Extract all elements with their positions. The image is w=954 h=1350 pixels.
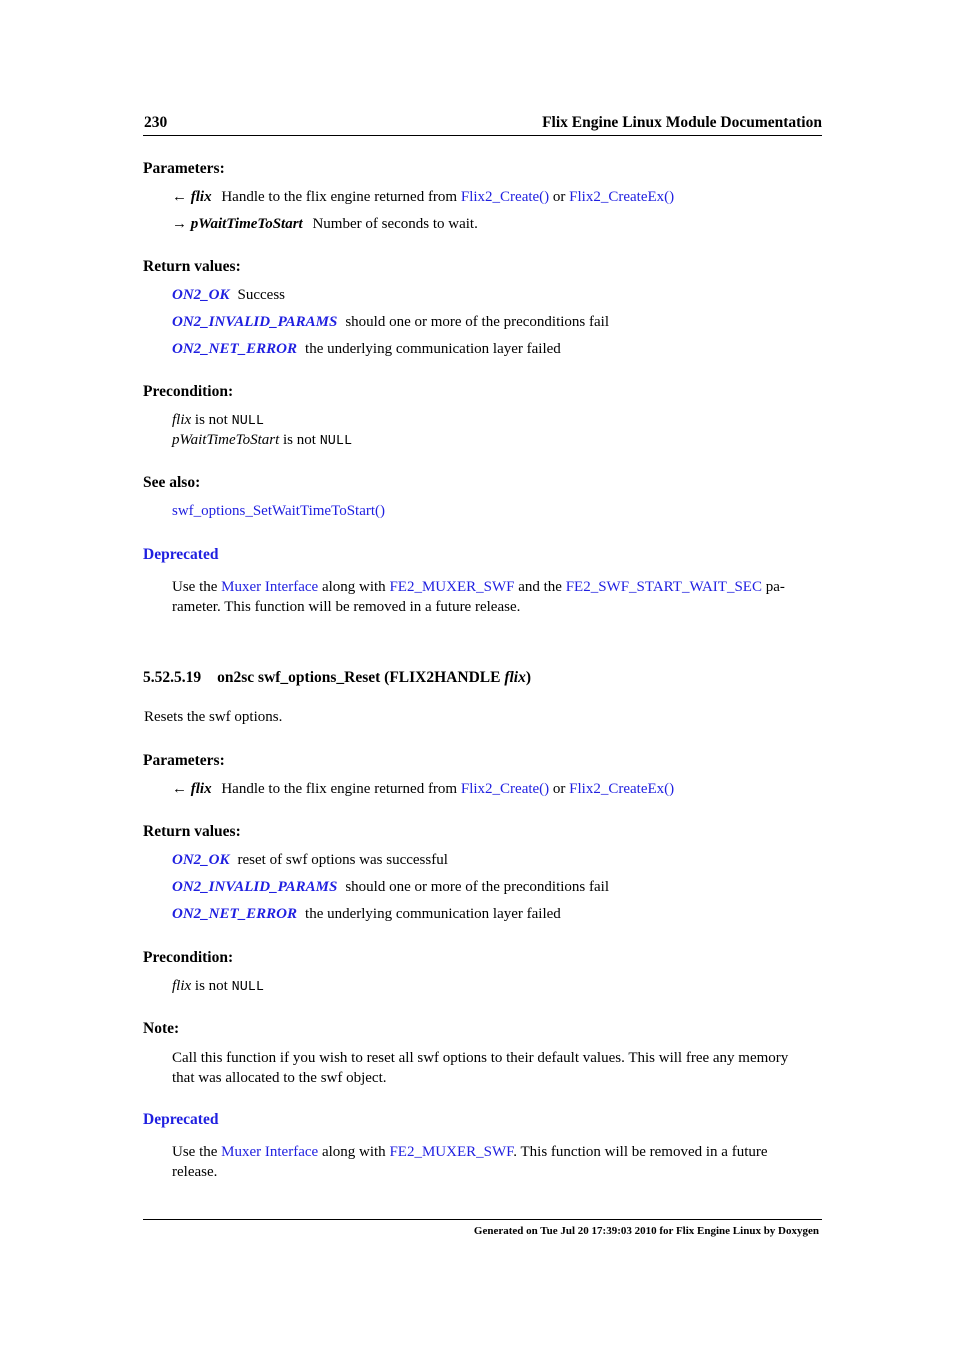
param-name: flix: [190, 781, 212, 797]
flix2-createex-link[interactable]: Flix2_CreateEx(): [569, 189, 675, 205]
note-heading: Note:: [143, 1020, 180, 1037]
text: Use the: [172, 579, 222, 595]
return-value-item: [172, 287, 285, 304]
deprecated-line2: rameter. This function will be removed in a future release.: [172, 598, 521, 615]
muxer-interface-link[interactable]: Muxer Interface: [221, 579, 319, 595]
precondition-item: [172, 432, 352, 449]
return-code-link[interactable]: ON2_OK: [172, 287, 230, 303]
return-value-item: [172, 314, 609, 331]
param-flix: [172, 189, 674, 206]
precondition-heading: Precondition:: [143, 383, 234, 400]
parameters-heading: Parameters:: [143, 752, 225, 769]
param-desc: Handle to the flix engine returned from: [221, 781, 461, 797]
note-line2: that was allocated to the swf object.: [172, 1069, 387, 1086]
precondition-text: is not: [191, 978, 232, 994]
precondition-value: NULL: [231, 980, 265, 995]
text: along with: [318, 579, 390, 595]
return-value-item: [172, 852, 448, 869]
fe2-muxer-swf-link[interactable]: FE2_MUXER_SWF: [389, 1144, 514, 1160]
return-code-link[interactable]: ON2_NET_ERROR: [172, 906, 298, 922]
page-footer: [143, 1219, 822, 1237]
param-name: pWaitTimeToStart: [190, 216, 303, 232]
return-value-item: [172, 906, 561, 923]
document-title: Flix Engine Linux Module Documentation: [542, 114, 822, 131]
return-code-link[interactable]: ON2_OK: [172, 852, 230, 868]
note-line1: Call this function if you wish to reset all swf options to their default values. This will free any memory: [172, 1050, 789, 1066]
precondition-text: is not: [279, 432, 320, 448]
deprecated-note: [172, 1143, 822, 1182]
return-desc: the underlying communication layer failed: [305, 341, 561, 357]
return-desc: the underlying communication layer failed: [305, 906, 561, 922]
section-description: Resets the swf options.: [144, 709, 283, 725]
see-also-heading: See also:: [143, 474, 201, 491]
return-code-link[interactable]: ON2_INVALID_PARAMS: [172, 879, 338, 895]
out-arrow-icon: →: [172, 216, 187, 232]
note-text: [172, 1049, 822, 1088]
param-desc: Handle to the flix engine returned from: [221, 189, 461, 205]
fe2-muxer-swf-link[interactable]: FE2_MUXER_SWF: [389, 579, 515, 595]
return-code-link[interactable]: ON2_INVALID_PARAMS: [172, 314, 338, 330]
text: pa-: [761, 579, 785, 595]
return-desc: reset of swf options was successful: [237, 852, 448, 868]
section-heading: [143, 669, 531, 687]
page-number: 230: [144, 114, 168, 131]
parameters-heading: Parameters:: [143, 160, 225, 177]
flix2-create-link[interactable]: Flix2_Create(): [460, 781, 550, 797]
return-values-heading: Return values:: [143, 258, 241, 275]
param-desc: Number of seconds to wait.: [312, 216, 478, 232]
param-or: or: [549, 189, 570, 205]
deprecated-link[interactable]: Deprecated: [143, 1111, 219, 1128]
deprecated-note: [172, 578, 822, 617]
return-desc: Success: [237, 287, 286, 303]
see-also-link[interactable]: swf_options_SetWaitTimeToStart(): [172, 503, 386, 519]
deprecated-link[interactable]: Deprecated: [143, 546, 219, 563]
footer-text: Generated on Tue Jul 20 17:39:03 2010 for Flix Engine Linux by Doxygen: [473, 1225, 819, 1237]
precondition-item: [172, 412, 264, 429]
text: and the: [514, 579, 566, 595]
text: along with: [318, 1144, 390, 1160]
param-flix: [172, 781, 674, 798]
return-value-item: [172, 341, 561, 358]
return-values-heading: Return values:: [143, 823, 241, 840]
return-value-item: [172, 879, 609, 896]
signature-close: ): [525, 669, 532, 686]
flix2-createex-link[interactable]: Flix2_CreateEx(): [569, 781, 675, 797]
return-desc: should one or more of the preconditions fail: [345, 879, 609, 895]
param-or: or: [549, 781, 570, 797]
section-number: 5.52.5.19: [143, 669, 202, 686]
return-desc: should one or more of the preconditions fail: [345, 314, 609, 330]
param-pwaittimetostart: [172, 216, 478, 233]
deprecated-line2: release.: [172, 1163, 218, 1180]
flix2-create-link[interactable]: Flix2_Create(): [460, 189, 550, 205]
precondition-item: [172, 978, 264, 995]
fe2-swf-start-wait-sec-link[interactable]: FE2_SWF_START_WAIT_SEC: [565, 579, 762, 595]
in-arrow-icon: ←: [172, 189, 187, 205]
signature-param: flix: [504, 669, 526, 686]
precondition-name: flix: [172, 978, 192, 994]
function-signature: on2sc swf_options_Reset (FLIX2HANDLE: [217, 669, 505, 686]
muxer-interface-link[interactable]: Muxer Interface: [221, 1144, 319, 1160]
precondition-name: pWaitTimeToStart: [172, 432, 280, 448]
precondition-name: flix: [172, 412, 192, 428]
precondition-text: is not: [191, 412, 232, 428]
precondition-value: NULL: [319, 434, 353, 449]
page-header: [143, 114, 822, 136]
precondition-heading: Precondition:: [143, 949, 234, 966]
precondition-value: NULL: [231, 414, 265, 429]
return-code-link[interactable]: ON2_NET_ERROR: [172, 341, 298, 357]
param-name: flix: [190, 189, 212, 205]
text: . This function will be removed in a future: [513, 1144, 768, 1160]
text: Use the: [172, 1144, 222, 1160]
in-arrow-icon: ←: [172, 781, 187, 797]
